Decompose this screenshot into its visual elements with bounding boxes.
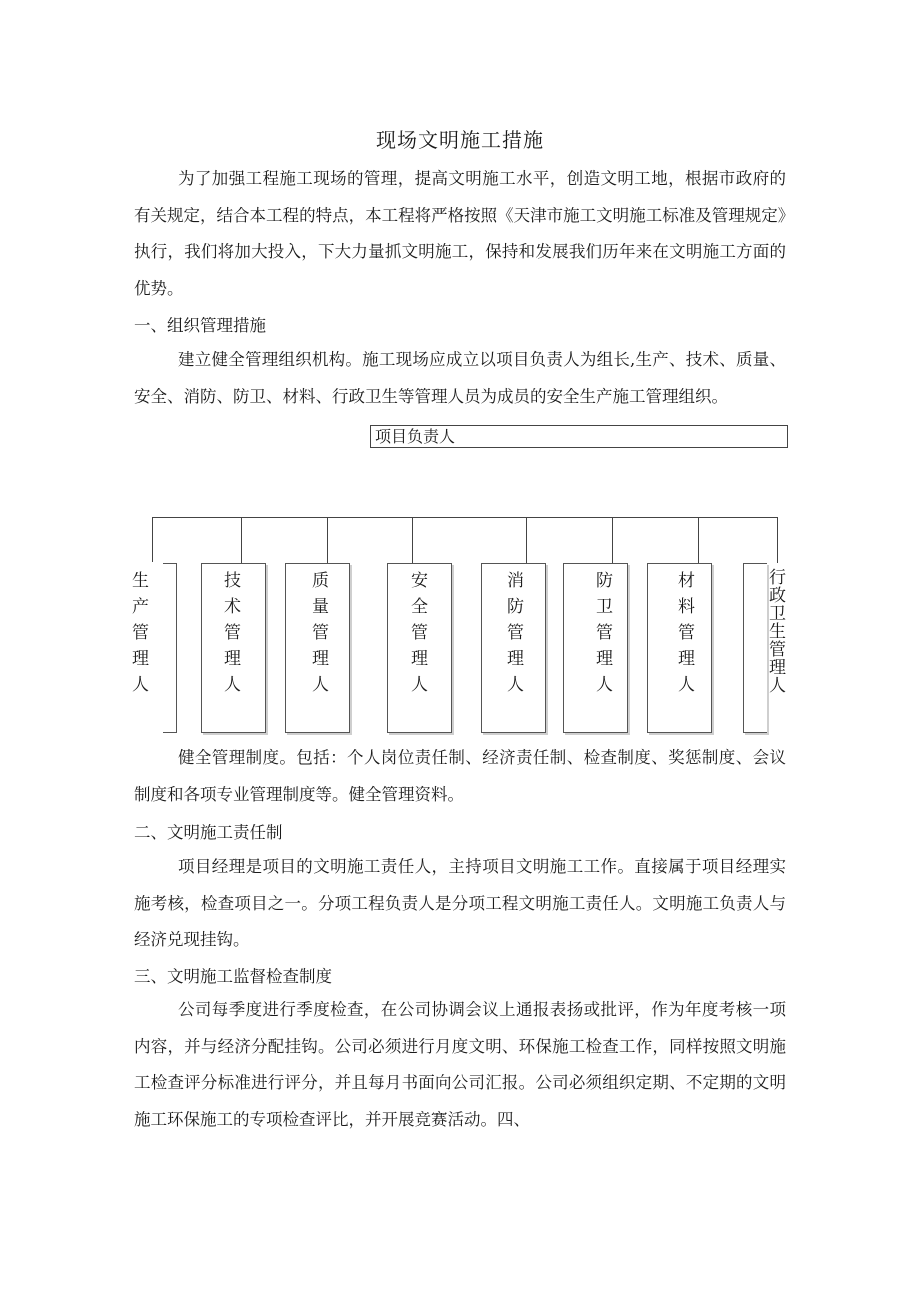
org-connector (412, 517, 413, 563)
section1-heading: 一、组织管理措施 (134, 316, 266, 335)
org-member-box (163, 563, 177, 733)
org-member-label: 安全管理人 (407, 571, 427, 701)
org-member-box (743, 563, 767, 733)
org-connector (327, 517, 328, 563)
section1-paragraph: 建立健全管理组织机构。施工现场应成立以项目负责人为组长,生产、技术、质量、安全、消防、防卫、材料、行政卫生等管理人员为成员的安全生产施工管理组织。 (134, 350, 786, 406)
document-title: 现场文明施工措施 (376, 128, 544, 152)
org-connector (698, 517, 699, 563)
org-member-label: 质量管理人 (308, 571, 328, 701)
org-connector (152, 517, 153, 562)
org-member-label: 防卫管理人 (592, 571, 612, 701)
section2-heading: 二、文明施工责任制 (134, 823, 283, 842)
org-connector (612, 517, 613, 563)
org-member-label: 材料管理人 (674, 571, 694, 701)
org-connector-bar (152, 517, 777, 518)
org-connector (241, 517, 242, 563)
org-member-label: 技术管理人 (220, 571, 240, 701)
section1-paragraph-2: 健全管理制度。包括：个人岗位责任制、经济责任制、检查制度、奖惩制度、会议制度和各项专业管理制度等。健全管理资料。 (134, 748, 786, 804)
org-head-box: 项目负责人 (370, 425, 788, 448)
intro-paragraph: 为了加强工程施工现场的管理，提高文明施工水平，创造文明工地，根据市政府的有关规定，结合本工程的特点，本工程将严格按照《天津市施工文明施工标准及管理规定》执行，我们将加大投入，下大力量抓文明施工，保持和发展我们历年来在文明施工方面的优势。 (134, 169, 786, 298)
org-member-label: 行政卫生管理人 (765, 568, 785, 694)
section3-paragraph: 公司每季度进行季度检查，在公司协调会议上通报表扬或批评，作为年度考核一项内容，并与经济分配挂钩。公司必须进行月度文明、环保施工检查工作，同样按照文明施工检查评分标准进行评分，并且每月书面向公司汇报。公司必须组织定期、不定期的文明施工环保施工的专项检查评比，并开展竞赛活动。四、 (134, 1000, 786, 1129)
section2-paragraph: 项目经理是项目的文明施工责任人，主持项目文明施工工作。直接属于项目经理实施考核，检查项目之一。分项工程负责人是分项工程文明施工责任人。文明施工负责人与经济兑现挂钩。 (134, 857, 786, 949)
org-connector (526, 517, 527, 563)
org-connector (777, 517, 778, 563)
section3-heading: 三、文明施工监督检查制度 (134, 967, 332, 986)
org-member-label: 生产管理人 (128, 571, 148, 701)
org-member-label: 消防管理人 (503, 571, 523, 701)
